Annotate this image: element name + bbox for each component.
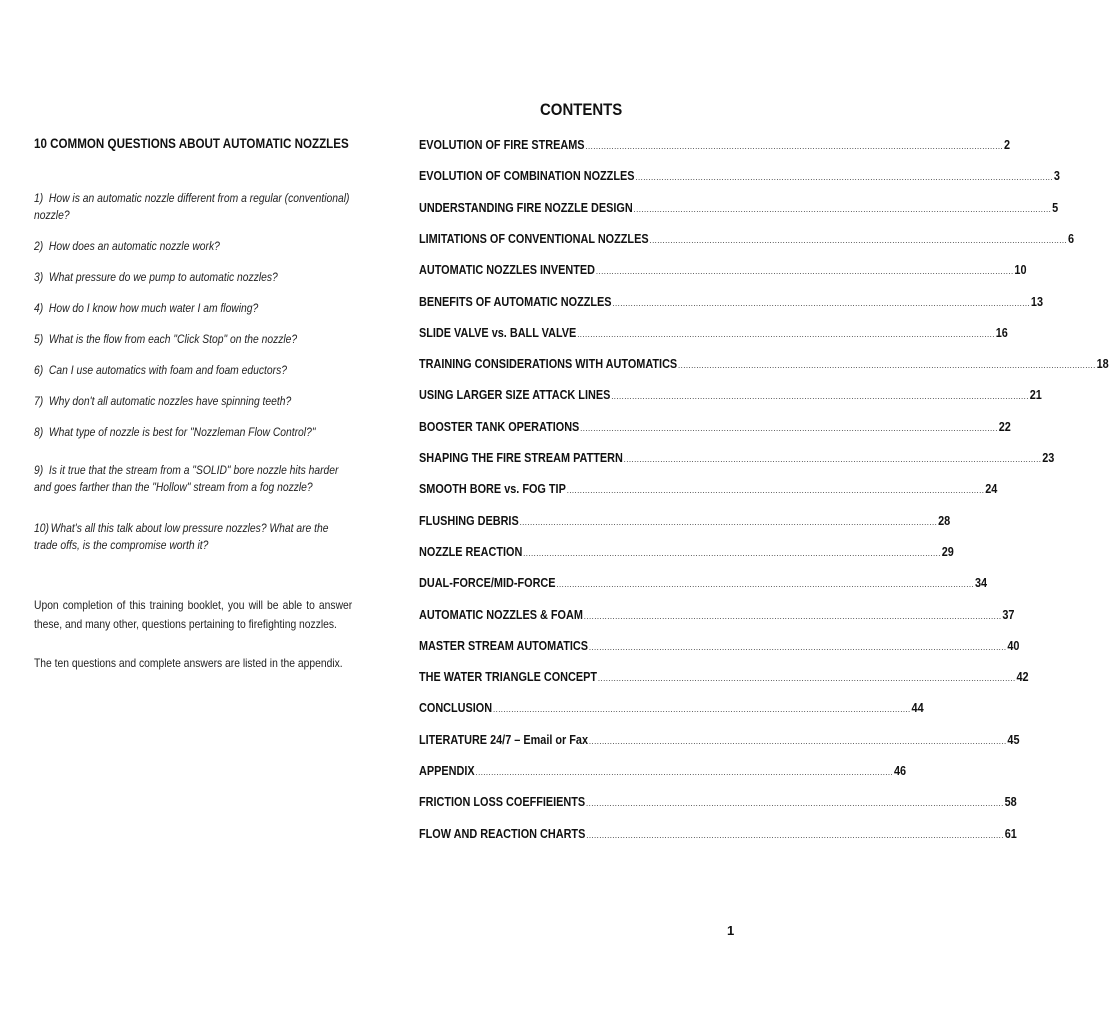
question-number: 4) [34,301,44,315]
toc-entry[interactable] [419,357,1109,377]
toc-entry-label: USING LARGER SIZE ATTACK LINES [419,388,611,403]
toc-entry-label: LIMITATIONS OF CONVENTIONAL NOZZLES [419,231,649,246]
toc-entry-label: NOZZLE REACTION [419,544,523,559]
toc-leader-dots: ................................................................................................................................................................ [583,610,1002,621]
toc-entry-label: BENEFITS OF AUTOMATIC NOZZLES [419,294,612,309]
toc-entry[interactable] [419,513,951,534]
toc-entry-page: 16 [995,325,1008,340]
toc-leader-dots: ................................................................................................................................................................ [611,391,1029,402]
toc-leader-dots: ................................................................................................................................................................ [519,516,938,527]
toc-entry[interactable] [419,670,1029,690]
toc-leader-dots: ................................................................................................................................................................ [492,704,911,715]
toc-entry-page: 46 [894,764,907,778]
toc-entry-label: DUAL-FORCE/MID-FORCE [419,576,556,591]
question-text: Why don't all automatic nozzles have spinning teeth? [48,394,292,408]
question-number: 8) [34,425,44,439]
toc-leader-dots: ................................................................................................................................................................ [649,234,1068,245]
toc-leader-dots: ................................................................................................................................................................ [597,673,1016,684]
question-text: What type of nozzle is best for "Nozzleman Flow Control?" [48,425,316,439]
toc-entry[interactable] [419,795,1017,815]
toc-leader-dots: ................................................................................................................................................................ [475,767,894,777]
toc-leader-dots: ................................................................................................................................................................ [586,829,1004,840]
toc-leader-dots: ................................................................................................................................................................ [566,485,985,496]
toc-entry-label: SHAPING THE FIRE STREAM PATTERN [419,451,623,465]
question-item [34,520,352,554]
toc-entry[interactable] [419,325,1008,346]
toc-entry[interactable] [419,263,1027,283]
toc-entry[interactable] [419,607,1015,628]
toc-entry[interactable] [419,200,1059,221]
toc-entry-page: 13 [1030,294,1044,309]
toc-entry-page: 2 [1003,138,1011,152]
question-text: What pressure do we pump to automatic nozzles? [48,270,278,284]
toc-entry[interactable] [419,544,954,565]
toc-leader-dots: ................................................................................................................................................................ [678,360,1096,371]
toc-entry[interactable] [419,294,1044,315]
toc-entry-label: FLOW AND REACTION CHARTS [419,826,586,841]
question-item [34,393,352,410]
toc-entry-label: CONCLUSION [419,701,493,716]
toc-entry-page: 21 [1029,388,1042,403]
toc-entry-label: SLIDE VALVE vs. BALL VALVE [419,325,577,340]
toc-entry-label: LITERATURE 24/7 – Email or Fax [419,732,589,747]
toc-leader-dots: ................................................................................................................................................................ [588,735,1007,746]
question-number: 10) [34,521,49,535]
toc-entry-page: 42 [1016,670,1029,685]
toc-entry-label: MASTER STREAM AUTOMATICS [419,638,588,653]
toc-leader-dots: ................................................................................................................................................................ [623,454,1042,464]
toc-entry-page: 3 [1053,169,1060,184]
toc-entry-label: EVOLUTION OF FIRE STREAMS [419,138,585,152]
toc-entry[interactable] [419,169,1060,189]
question-item [34,300,352,317]
toc-entry-label: FRICTION LOSS COEFFIEIENTS [419,795,586,810]
toc-entry[interactable] [419,388,1042,408]
toc-entry-page: 5 [1052,200,1059,215]
toc-entry[interactable] [419,419,1011,440]
toc-entry-page: 28 [938,513,951,528]
toc-entry-page: 45 [1007,732,1020,747]
intro-paragraph-text: Upon completion of this training booklet, you will be able to answer these, and many other, questions pertaining to firefighting nozzles. [34,598,353,631]
toc-leader-dots: ................................................................................................................................................................ [577,328,995,339]
question-item [34,362,352,379]
toc-entry-page: 6 [1067,231,1075,246]
toc-leader-dots: ................................................................................................................................................................ [633,203,1052,214]
questions-section [34,134,353,670]
toc-entry-label: BOOSTER TANK OPERATIONS [419,419,580,434]
toc-entry-page: 10 [1014,263,1027,278]
toc-entry-page: 37 [1002,607,1015,622]
question-text: How is an automatic nozzle different from a regular (conventional) nozzle? [34,191,350,222]
question-text: How does an automatic nozzle work? [48,239,220,253]
question-number: 2) [34,239,44,253]
toc-entry-page: 40 [1007,638,1020,653]
question-number: 1) [34,191,44,205]
question-text: Is it true that the stream from a "SOLID" bore nozzle hits harder and goes farther than the "Hollow" stream from a fog nozzle? [34,463,339,494]
appendix-note [34,654,352,673]
toc-entry-label: EVOLUTION OF COMBINATION NOZZLES [419,169,635,184]
toc-leader-dots: ................................................................................................................................................................ [612,297,1031,308]
appendix-note-text: The ten questions and complete answers are listed in the appendix. [34,656,343,670]
toc-entry-page: 22 [998,419,1011,434]
toc-entry[interactable] [419,482,998,502]
toc-entry-page: 23 [1042,451,1055,465]
toc-entry-label: APPENDIX [419,764,475,778]
toc-entry[interactable] [419,826,1017,847]
toc-entry-label: AUTOMATIC NOZZLES INVENTED [419,263,596,278]
contents-title: CONTENTS [540,100,623,119]
toc-entry-page: 34 [974,576,988,591]
toc-entry-page: 44 [911,701,924,716]
question-item [34,462,352,496]
toc-entry[interactable] [419,764,907,784]
question-text: What's all this talk about low pressure nozzles? What are the trade offs, is the compromise worth it? [34,521,329,552]
toc-leader-dots: ................................................................................................................................................................ [635,172,1054,183]
question-text: What is the flow from each "Click Stop" on the nozzle? [48,332,298,346]
toc-entry-label: FLUSHING DEBRIS [419,513,519,528]
toc-leader-dots: ................................................................................................................................................................ [586,798,1004,809]
toc-entry[interactable] [419,732,1020,753]
question-text: How do I know how much water I am flowing? [48,301,259,315]
toc-entry-label: TRAINING CONSIDERATIONS WITH AUTOMATICS [419,357,678,372]
question-number: 3) [34,270,44,284]
toc-leader-dots: ................................................................................................................................................................ [588,641,1007,652]
toc-entry[interactable] [419,576,988,596]
question-item [34,331,352,348]
question-item [34,190,352,224]
toc-entry-page: 24 [985,482,998,497]
question-number: 6) [34,363,44,377]
intro-paragraph [34,596,352,634]
question-item [34,238,352,255]
toc-entry-page: 61 [1004,826,1017,841]
toc-leader-dots: ................................................................................................................................................................ [523,547,941,558]
page-number: 1 [727,923,735,938]
toc-leader-dots: ................................................................................................................................................................ [580,422,998,433]
toc-entry[interactable] [419,138,1011,158]
question-number: 7) [34,394,44,408]
toc-entry-label: AUTOMATIC NOZZLES & FOAM [419,607,583,622]
toc-entry-label: SMOOTH BORE vs. FOG TIP [419,482,566,497]
toc-entry[interactable] [419,231,1075,252]
toc-leader-dots: ................................................................................................................................................................ [595,266,1014,277]
toc-entry-page: 29 [941,544,954,559]
toc-leader-dots: ................................................................................................................................................................ [556,579,975,590]
toc-entry-label: THE WATER TRIANGLE CONCEPT [419,670,598,685]
toc-entry[interactable] [419,451,1055,471]
question-item [34,424,352,441]
question-number: 9) [34,463,44,477]
toc-entry[interactable] [419,638,1020,659]
toc-entry-page: 58 [1004,795,1017,810]
questions-heading: 10 COMMON QUESTIONS ABOUT AUTOMATIC NOZZLES [34,136,349,151]
toc-leader-dots: ................................................................................................................................................................ [585,141,1004,151]
question-item [34,269,352,286]
toc-entry[interactable] [419,701,924,721]
question-text: Can I use automatics with foam and foam eductors? [48,363,287,377]
question-number: 5) [34,332,44,346]
toc-entry-page: 18 [1096,357,1109,372]
toc-entry-label: UNDERSTANDING FIRE NOZZLE DESIGN [419,200,633,215]
